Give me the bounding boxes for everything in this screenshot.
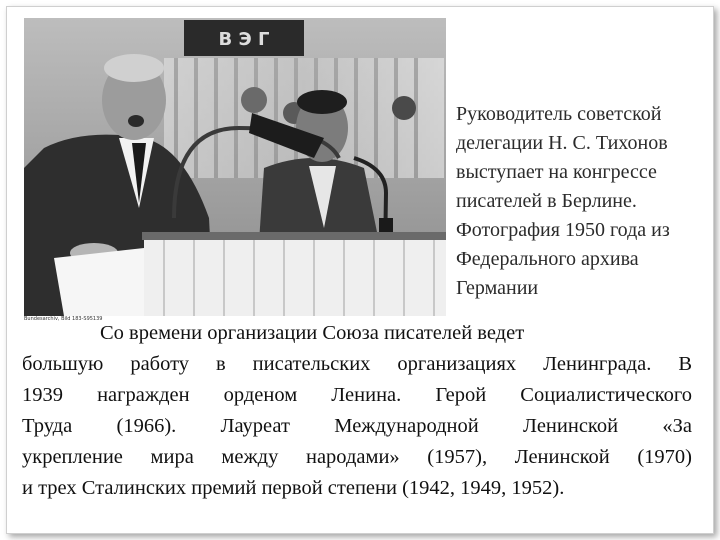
caption-line: Германии [456,277,539,299]
caption-line: писателей в Берлине. [456,190,637,212]
caption-line: делегации Н. С. Тихонов [456,132,668,154]
body-line: 1939 награжден орденом Ленина. Герой Социалистического [22,384,692,406]
podium-side [54,248,144,316]
body-line: и трех Сталинских премий первой степени (1942, 1949, 1952). [22,477,565,499]
speaker-hair [104,54,164,82]
second-man-hair [297,90,347,114]
caption-line: Федерального архива [456,248,639,270]
body-line: Труда (1966). Лауреат Международной Ленинской «За [22,415,692,437]
body-line: большую работу в писательских организациях Ленинграда. В [22,353,692,375]
caption-line: Руководитель советской [456,103,662,125]
podium [144,236,446,316]
audience-head [241,87,267,113]
podium-top [142,232,446,240]
speaker-mouth [128,115,144,127]
photo-illustration [24,18,446,316]
audience-head [392,96,416,120]
photo-caption [456,100,716,303]
body-line: Со времени организации Союза писателей ведет [100,322,525,344]
banner-text: В Э Г [218,29,270,50]
caption-line: выступает на конгрессе [456,161,657,183]
body-line: укрепление мира между народами» (1957), Ленинской (1970) [22,446,692,468]
caption-line: Фотография 1950 года из [456,219,670,241]
biography-text [22,318,692,504]
historical-photo [24,18,446,316]
photo-source-note: Bundesarchiv, Bild 183-S95139 [24,316,103,322]
